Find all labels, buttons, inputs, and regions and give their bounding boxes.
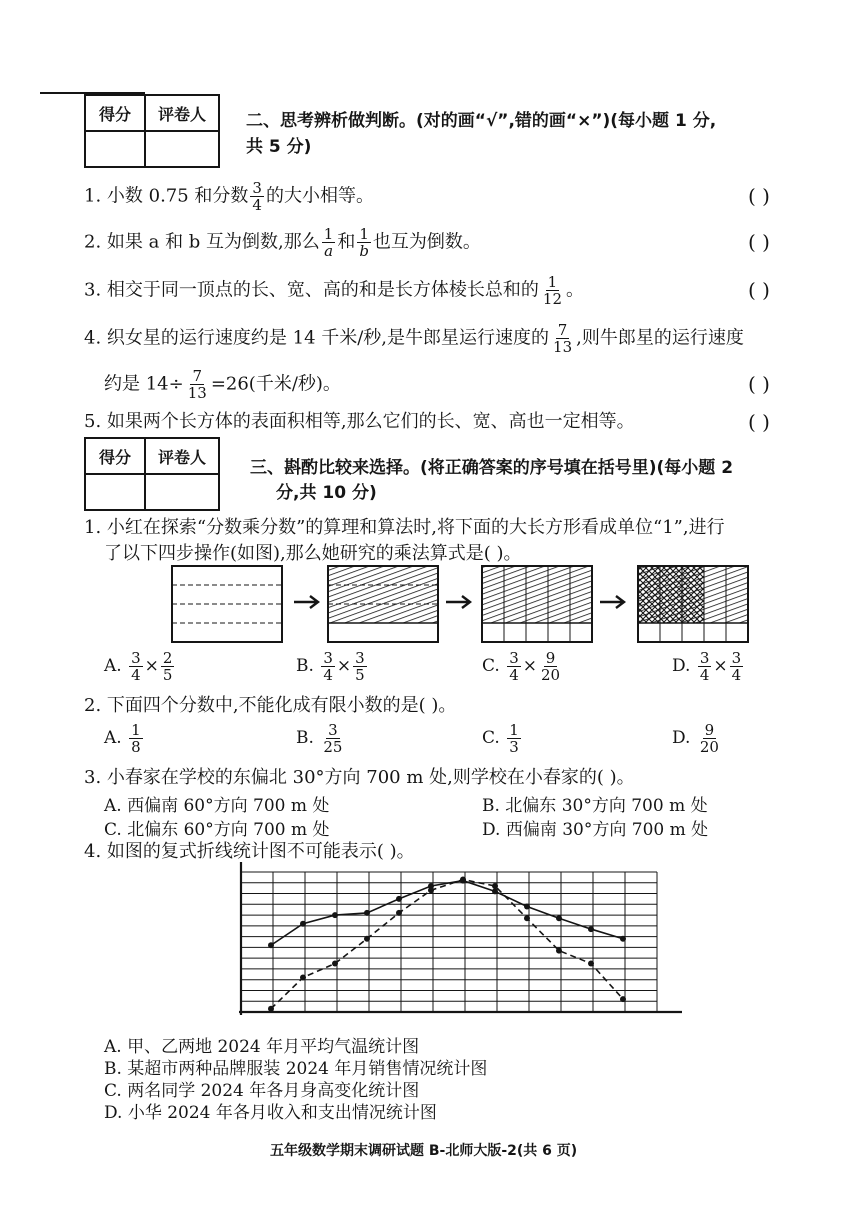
q1-option-b[interactable]: B. $\frac{3}{4}$ × $\frac{3}{5}$ bbox=[296, 649, 365, 684]
series-2-point bbox=[460, 877, 466, 883]
score-cell[interactable] bbox=[85, 474, 145, 510]
fraction: $\frac{1}{b}$ bbox=[359, 225, 369, 260]
section-2-title-line-2: 共 5 分) bbox=[246, 137, 312, 157]
answer-paren-3[interactable]: ( ) bbox=[748, 278, 770, 302]
section-3-title-line-1: 三、斟酌比较来选择。(将正确答案的序号填在括号里)(每小题 2 bbox=[250, 458, 734, 478]
series-2-point bbox=[396, 910, 402, 916]
judge-question-4-line-2: 约是 14÷ $\frac{7}{13}$ =26(千米/秒)。 bbox=[104, 367, 341, 402]
series-1-point bbox=[332, 912, 338, 918]
page-footer: 五年级数学期末调研试题 B-北师大版-2(共 6 页) bbox=[270, 1143, 578, 1159]
judge-question-3: 3. 相交于同一顶点的长、宽、高的和是长方体棱长总和的 $\frac{1}{12}$ 。 bbox=[84, 273, 584, 308]
grader-label: 评卷人 bbox=[145, 95, 219, 131]
q1-option-c[interactable]: C. $\frac{3}{4}$ × $\frac{9}{20}$ bbox=[482, 649, 561, 684]
step-4-rectangle bbox=[638, 566, 748, 642]
choice-question-4: 4. 如图的复式折线统计图不可能表示( )。 bbox=[84, 841, 415, 862]
fraction: $\frac{7}{13}$ bbox=[553, 321, 573, 356]
step-3-rectangle bbox=[482, 566, 592, 642]
q2-option-a[interactable]: A. $\frac{1}{8}$ bbox=[104, 721, 141, 756]
q3-option-d[interactable]: D. 西偏南 30°方向 700 m 处 bbox=[482, 820, 709, 840]
choice-question-1-line-1: 1. 小红在探索“分数乘分数”的算理和算法时,将下面的大长方形看成单位“1”,进行 bbox=[84, 517, 725, 538]
series-1-line bbox=[271, 881, 623, 946]
answer-paren-2[interactable]: ( ) bbox=[748, 230, 770, 254]
answer-paren-4[interactable]: ( ) bbox=[748, 372, 770, 396]
judge-question-4-line-1: 4. 织女星的运行速度约是 14 千米/秒,是牛郎星运行速度的 $\frac{7}{13}$ ,则牛郎星的运行速度 bbox=[84, 321, 744, 356]
grader-label: 评卷人 bbox=[145, 438, 219, 474]
series-1-point bbox=[268, 942, 274, 948]
fraction-area-diagram bbox=[160, 562, 760, 644]
score-label: 得分 bbox=[85, 438, 145, 474]
choice-question-3: 3. 小春家在学校的东偏北 30°方向 700 m 处,则学校在小春家的( )。 bbox=[84, 767, 635, 788]
answer-paren-5[interactable]: ( ) bbox=[748, 410, 770, 434]
choice-question-2: 2. 下面四个分数中,不能化成有限小数的是( )。 bbox=[84, 695, 457, 716]
series-1-point bbox=[396, 896, 402, 902]
choice-question-1-line-2: 了以下四步操作(如图),那么她研究的乘法算式是( )。 bbox=[104, 543, 522, 564]
judge-question-1: 1. 小数 0.75 和分数 $\frac{3}{4}$ 的大小相等。 bbox=[84, 179, 374, 214]
judge-question-2: 2. 如果 a 和 b 互为倒数,那么 $\frac{1}{a}$ 和 $\frac{1}{b}$ 也互为倒数。 bbox=[84, 225, 481, 260]
grader-cell[interactable] bbox=[145, 131, 219, 167]
series-1-point bbox=[524, 903, 530, 909]
q3-option-a[interactable]: A. 西偏南 60°方向 700 m 处 bbox=[104, 796, 330, 816]
answer-paren-1[interactable]: ( ) bbox=[748, 184, 770, 208]
score-box-section-2 bbox=[84, 94, 220, 168]
section-2-title-line-1: 二、思考辨析做判断。(对的画“√”,错的画“×”)(每小题 1 分, bbox=[246, 111, 717, 131]
fraction: $\frac{1}{12}$ bbox=[542, 273, 562, 308]
series-1-point bbox=[364, 910, 370, 916]
fraction: $\frac{1}{a}$ bbox=[323, 225, 334, 260]
series-2-point bbox=[332, 961, 338, 967]
series-2-point bbox=[492, 883, 498, 889]
compound-line-chart bbox=[236, 862, 686, 1028]
score-cell[interactable] bbox=[85, 131, 145, 167]
q2-option-d[interactable]: D. $\frac{9}{20}$ bbox=[672, 721, 719, 756]
series-2-point bbox=[524, 915, 530, 921]
step-1-rectangle bbox=[172, 566, 282, 642]
q4-option-d[interactable]: D. 小华 2024 年各月收入和支出情况统计图 bbox=[104, 1103, 437, 1123]
fraction: $\frac{3}{4}$ bbox=[252, 179, 262, 214]
series-1-point bbox=[556, 915, 562, 921]
grader-cell[interactable] bbox=[145, 474, 219, 510]
arrow-icon bbox=[294, 596, 318, 608]
series-2-point bbox=[300, 975, 306, 981]
score-label: 得分 bbox=[85, 95, 145, 131]
series-2-point bbox=[588, 961, 594, 967]
q1-option-d[interactable]: D. $\frac{3}{4}$ × $\frac{3}{4}$ bbox=[672, 649, 742, 684]
series-1-point bbox=[300, 921, 306, 927]
q4-option-a[interactable]: A. 甲、乙两地 2024 年月平均气温统计图 bbox=[104, 1037, 420, 1057]
series-2-point bbox=[364, 936, 370, 942]
series-1-point bbox=[620, 936, 626, 942]
q2-option-c[interactable]: C. $\frac{1}{3}$ bbox=[482, 721, 519, 756]
series-2-point bbox=[428, 887, 434, 893]
q4-option-c[interactable]: C. 两名同学 2024 年各月身高变化统计图 bbox=[104, 1081, 420, 1101]
series-2-point bbox=[556, 948, 562, 954]
q4-option-b[interactable]: B. 某超市两种品牌服装 2024 年月销售情况统计图 bbox=[104, 1059, 488, 1079]
series-2-point bbox=[268, 1006, 274, 1012]
series-2-line bbox=[271, 880, 623, 1009]
section-3-title-line-2: 分,共 10 分) bbox=[276, 483, 377, 503]
series-2-point bbox=[620, 996, 626, 1002]
judge-question-5: 5. 如果两个长方体的表面积相等,那么它们的长、宽、高也一定相等。 bbox=[84, 411, 635, 432]
arrow-icon bbox=[446, 596, 470, 608]
q3-option-c[interactable]: C. 北偏东 60°方向 700 m 处 bbox=[104, 820, 330, 840]
fraction: $\frac{7}{13}$ bbox=[187, 367, 207, 402]
q3-option-b[interactable]: B. 北偏东 30°方向 700 m 处 bbox=[482, 796, 708, 816]
score-box-section-3 bbox=[84, 437, 220, 511]
q2-option-b[interactable]: B. $\frac{3}{25}$ bbox=[296, 721, 343, 756]
q1-option-a[interactable]: A. $\frac{3}{4}$ × $\frac{2}{5}$ bbox=[104, 649, 173, 684]
series-1-point bbox=[588, 926, 594, 932]
step-2-rectangle bbox=[328, 566, 438, 642]
series-1-point bbox=[492, 888, 498, 894]
arrow-icon bbox=[600, 596, 624, 608]
